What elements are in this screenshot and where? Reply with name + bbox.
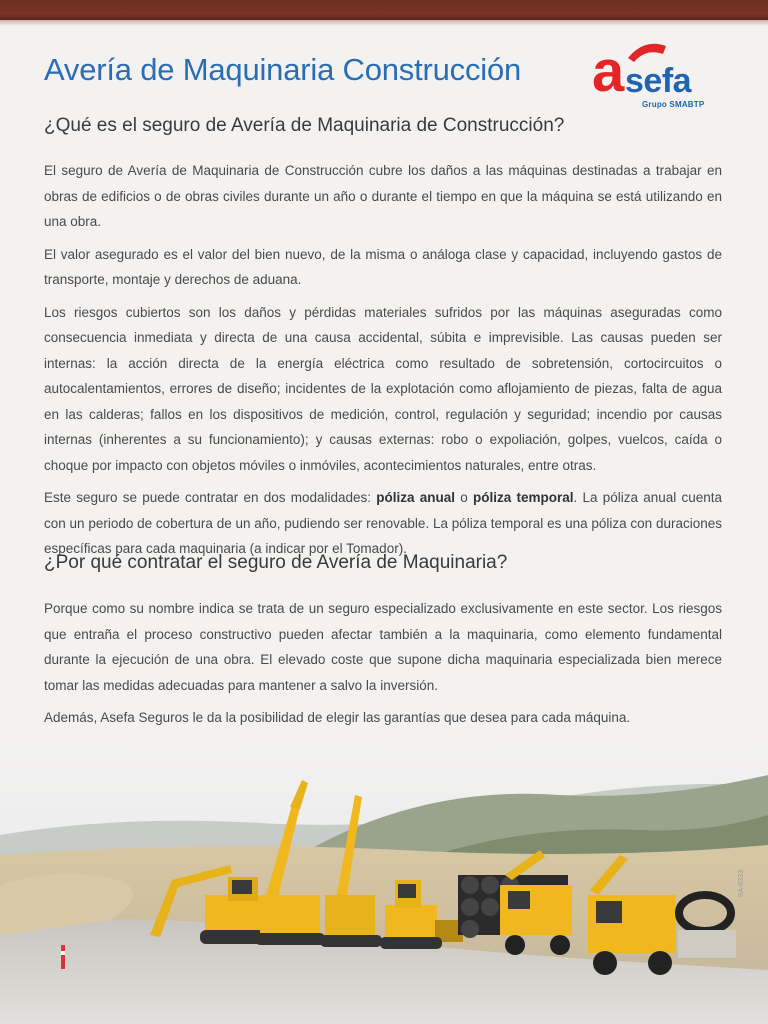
section1-paragraph-3: Los riesgos cubiertos son los daños y pérdidas materiales sufridos por las máquinas aseguradas como consecuencia inmediata y directa de una causa accidental, súbita e imprevisible. Las causas pueden ser internas: la acción directa de la energía eléctrica como resultado de sobretensión, cortocircuitos o autocalentamientos, errores de diseño; incidentes de la explotación como aflojamiento de piezas, falta de agua en las calderas; fallos en los dispositivos de medición, control, regulación y seguridad; incendio por causas internas (inherentes a su funcionamiento); y causas externas: robo o expoliación, golpes, vuelcos, caída o choque por impacto con objetos móviles o inmóviles, acontecimientos naturales, entre otras. (44, 304, 722, 473)
asefa-logo (592, 38, 708, 114)
p4-text-1: Este seguro se puede contratar en dos modalidades: (44, 490, 377, 505)
document-code: SA-0323 (738, 870, 745, 898)
section1-paragraph-4 (44, 485, 722, 562)
section1-body (44, 158, 722, 569)
section1-paragraph-1: El seguro de Avería de Maquinaria de Construcción cubre los daños a las máquinas destinadas a trabajar en obras de edificios o de obras civiles durante un año o durante el tiempo en que la máquina se está utilizando en una obra. (44, 163, 722, 229)
page-title: Avería de Maquinaria Construcción (44, 52, 522, 87)
construction-site-photo (0, 745, 768, 1024)
logo-word: sefa (625, 62, 692, 100)
p4-bold-annual: póliza anual (376, 490, 456, 505)
section2-body (44, 596, 722, 738)
section1-paragraph-2: El valor asegurado es el valor del bien nuevo, de la misma o análoga clase y capacidad, incluyendo gastos de transporte, montaje y derechos de aduana. (44, 246, 722, 287)
p4-text-2: o (455, 490, 473, 505)
section2-heading: ¿Por qué contratar el seguro de Avería de Maquinaria? (44, 552, 508, 573)
section2-paragraph-1: Porque como su nombre indica se trata de un seguro especializado exclusivamente en este sector. Los riesgos que entraña el proceso constructivo pueden afectar también a la maquinaria, como elemento fundamental durante la ejecución de una obra. El elevado coste que supone dicha maquinaria especializada bien merece tomar las medidas adecuadas para mantener a salvo la inversión. (44, 601, 722, 693)
top-bar-shadow (0, 20, 768, 26)
section1-heading: ¿Qué es el seguro de Avería de Maquinaria de Construcción? (44, 115, 565, 136)
logo-subtitle: Grupo SMABTP (642, 100, 705, 109)
section2-paragraph-2: Además, Asefa Seguros le da la posibilidad de elegir las garantías que desea para cada máquina. (44, 710, 631, 725)
p4-bold-temporal: póliza temporal (473, 490, 574, 505)
road-marker-icon (61, 945, 65, 969)
top-decorative-bar (0, 0, 768, 20)
p4-text-3: . La póliza anual cuenta con un periodo de cobertura de un año, pudiendo ser renovable. La póliza temporal es una póliza con duraciones específicas para cada maquinaria (a indicar por el Tomador). (44, 490, 723, 556)
logo-letter-a: a (592, 39, 625, 104)
